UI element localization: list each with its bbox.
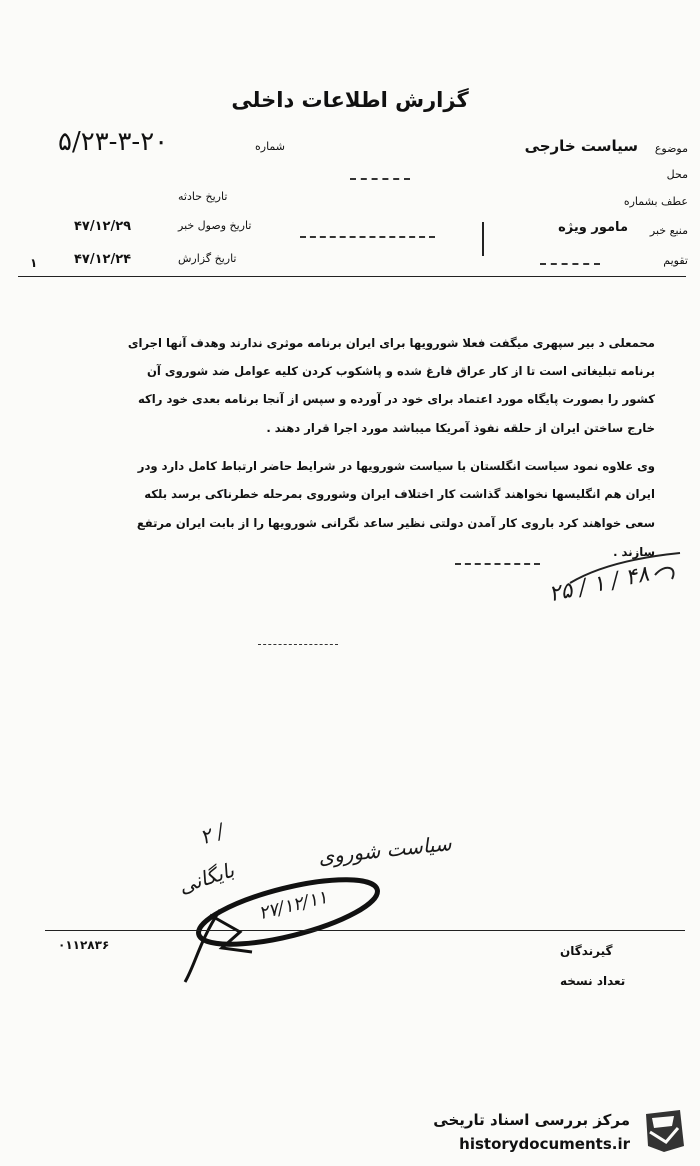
reference-label: عطف بشماره	[623, 195, 688, 208]
header-divider	[18, 276, 686, 277]
archive-logo-icon	[638, 1106, 688, 1156]
body-line: سعی خواهند کرد باروی کار آمدن دولتی نظیر ساعد نگرانی شورویها را از بابت ایران مرتفع	[136, 516, 655, 530]
receipt-date-value: ۴۷/۱۲/۲۹	[74, 219, 132, 234]
note-archive: بایگانی	[175, 857, 237, 899]
number-label: شماره	[255, 140, 286, 153]
margin-initials: ۲۵ / ۱ / ۴۸	[546, 561, 652, 608]
mark-label: محل	[666, 168, 688, 181]
body-line: خارج ساختن ایران از حلقه نفوذ آمریکا میباشد مورد اجرا قرار دهند .	[266, 421, 655, 435]
receipt-date-label: تاریخ وصول خبر	[178, 219, 252, 232]
body-end-dash	[455, 563, 540, 565]
body-line: برنامه تبلیغاتی است تا از کار عراق فارغ شده و پاشکوب کردن کلیه عوامل ضد شوروی آن	[147, 364, 655, 378]
mark-dash	[350, 178, 410, 180]
subject-label: موضوع	[654, 142, 688, 155]
source-dash	[300, 236, 435, 238]
middle-dash	[258, 644, 338, 645]
event-date-label: تاریخ حادثه	[178, 190, 228, 203]
archive-code: ۰۱۱۲۸۳۶	[58, 938, 110, 952]
subject-value: سیاست خارجی	[524, 137, 638, 155]
report-date-label: تاریخ گزارش	[178, 252, 237, 265]
copies-label: تعداد نسخه	[560, 974, 626, 988]
footer-divider	[45, 930, 685, 931]
evaluation-label: تقویم	[663, 254, 688, 267]
source-label: منبع خبر	[649, 224, 688, 237]
document-title: گزارش اطلاعات داخلی	[231, 88, 469, 112]
vertical-mark	[482, 222, 484, 256]
note-prefix: ۲ /	[196, 818, 228, 850]
initials-stroke	[560, 545, 690, 595]
receivers-label: گیرندگان	[560, 944, 613, 958]
body-line: کشور را بصورت پایگاه مورد اعتماد برای خود در آورده و سپس از آنجا برنامه بعدی خود راکه	[137, 392, 655, 406]
body-line: ایران هم انگلیسها نخواهند گذاشت کار اختلاف ایران وشوروی بمرحله خطرناکی برسد بلکه	[144, 487, 655, 501]
page-mark: ۱	[30, 256, 38, 270]
report-date-value: ۴۷/۱۲/۲۴	[74, 252, 132, 267]
signature-text: ۲۷/۱۲/۱۱	[256, 886, 330, 925]
evaluation-dash	[540, 263, 600, 265]
watermark-url: historydocuments.ir	[459, 1135, 630, 1153]
body-line: سازند .	[613, 545, 655, 559]
number-value: ۵/۲۳-۳-۲۰	[58, 127, 169, 157]
body-line: محمعلی د بیر سپهری میگفت فعلا شورویها برای ایران برنامه موثری ندارند وهدف آنها اجرای	[127, 336, 655, 350]
watermark-title: مرکز بررسی اسناد تاریخی	[433, 1111, 630, 1129]
body-line: وی علاوه نمود سیاست انگلستان با سیاست شورویها در شرایط حاضر ارتباط کامل دارد ودر	[137, 459, 655, 473]
note-subject: سیاست شوروی	[317, 831, 453, 869]
source-value: مامور ویژه	[558, 220, 628, 235]
